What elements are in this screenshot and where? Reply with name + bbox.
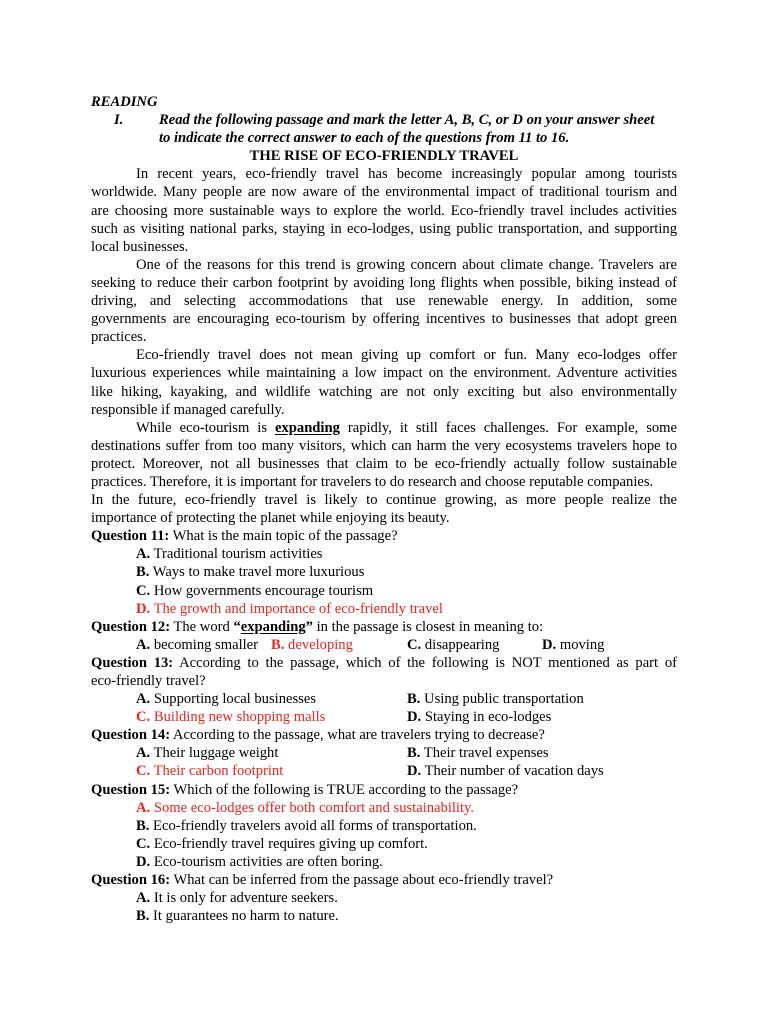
option-c-correct-answer[interactable]: C. Building new shopping malls — [136, 709, 326, 726]
instruction: I. Read the following passage and mark the letter A, B, C, or D on your answer sheet to indicate the correct answer to each of the questions from 11 to 16. — [114, 112, 655, 147]
passage-paragraph-5: In the future, eco-friendly travel is likely to continue growing, as more people realize the importance of protecting the planet while enjoying its beauty. — [91, 492, 677, 527]
option-b[interactable]: B. It guarantees no harm to nature. — [136, 908, 339, 925]
question-16: Question 16: What can be inferred from the passage about eco-friendly travel? A. It is only for adventure seekers. B. It guarantees no harm to nature. — [91, 871, 677, 925]
option-a-correct-answer[interactable]: A. Some eco-lodges offer both comfort and sustainability. — [136, 799, 475, 816]
question-12: Question 12: The word “expanding” in the passage is closest in meaning to: A. becoming smaller B. developing C. disappearing D. moving — [91, 618, 605, 653]
passage-title: THE RISE OF ECO-FRIENDLY TRAVEL — [249, 148, 519, 165]
keyword-expanding: expanding — [275, 419, 340, 436]
question-11: Question 11: What is the main topic of the passage? A. Traditional tourism activities B. Ways to make travel more luxurious C. How governments encourage tourism D. The growth and importance of eco-friendly travel — [91, 527, 677, 617]
option-c[interactable]: C. Eco-friendly travel requires giving up comfort. — [136, 835, 428, 852]
option-c[interactable]: C. disappearing — [407, 636, 500, 653]
passage-paragraph-2: One of the reasons for this trend is growing concern about climate change. Travelers are seeking to reduce their carbon footprint by avoiding long flights when possible, biking instead of driving, and selecting accommodations that use renewable energy. In addition, some governments are encouraging eco-tourism by offering incentives to businesses that adopt green practices. — [91, 256, 677, 346]
option-d[interactable]: D. moving — [542, 636, 605, 653]
keyword-expanding-quoted: expanding — [240, 618, 306, 635]
document-page — [91, 93, 677, 925]
option-d[interactable]: D. Staying in eco-lodges — [407, 709, 552, 726]
question-14: Question 14: According to the passage, what are travelers trying to decrease? A. Their luggage weight B. Their travel expenses C. Their carbon footprint D. Their number of vacation days — [91, 727, 604, 780]
passage-paragraph-3: Eco-friendly travel does not mean giving up comfort or fun. Many eco-lodges offer luxurious experiences while maintaining a low impact on the environment. Adventure activities like hiking, kayaking, and wildlife watching are not only exciting but also environmentally responsible if managed carefully. — [91, 347, 677, 418]
passage-paragraph-4: While eco-tourism is expanding rapidly, it still faces challenges. For example, some destinations suffer from too many visitors, which can harm the very ecosystems travelers hope to protect. Moreover, not all businesses that claim to be eco-friendly actually follow sustainable practices. Therefore, it is important for travelers to do research and choose reputable companies. — [91, 419, 677, 490]
option-d[interactable]: D. Their number of vacation days — [407, 763, 604, 780]
option-b[interactable]: B. Ways to make travel more luxurious — [136, 564, 365, 581]
option-b-correct-answer[interactable]: B. developing — [271, 636, 353, 653]
option-b[interactable]: B. Eco-friendly travelers avoid all forms of transportation. — [136, 817, 477, 834]
option-b[interactable]: B. Their travel expenses — [407, 745, 549, 762]
option-d[interactable]: D. Eco-tourism activities are often boring. — [136, 853, 383, 870]
section-heading: READING — [91, 94, 158, 110]
option-b[interactable]: B. Using public transportation — [407, 691, 584, 708]
option-a[interactable]: A. Supporting local businesses — [136, 691, 317, 708]
option-c-correct-answer[interactable]: C. Their carbon footprint — [136, 763, 284, 780]
option-d-correct-answer[interactable]: D. The growth and importance of eco-friendly travel — [136, 600, 443, 617]
option-a[interactable]: A. Traditional tourism activities — [136, 546, 323, 563]
question-13: Question 13: According to the passage, which of the following is NOT mentioned as part of eco-friendly travel? A. Supporting local businesses B. Using public transportation C. Building new shopping malls D. Staying in eco-lodges — [91, 654, 677, 726]
option-a[interactable]: A. Their luggage weight — [136, 745, 279, 762]
passage-paragraph-1: In recent years, eco-friendly travel has become increasingly popular among tourists worldwide. Many people are now aware of the environmental impact of traditional tourism and are choosing more sustainable ways to explore the world. Eco-friendly travel includes activities such as visiting national parks, staying in eco-lodges, using public transportation, and supporting local businesses. — [91, 166, 677, 255]
option-a[interactable]: A. becoming smaller — [136, 636, 259, 653]
question-15: Question 15: Which of the following is TRUE according to the passage? A. Some eco-lodges offer both comfort and sustainability. B. Eco-friendly travelers avoid all forms of transportation. C. Eco-friendly travel requires giving up comfort. D. Eco-tourism activities are often boring. — [91, 781, 677, 871]
option-c[interactable]: C. How governments encourage tourism — [136, 582, 374, 599]
option-a[interactable]: A. It is only for adventure seekers. — [136, 890, 338, 907]
